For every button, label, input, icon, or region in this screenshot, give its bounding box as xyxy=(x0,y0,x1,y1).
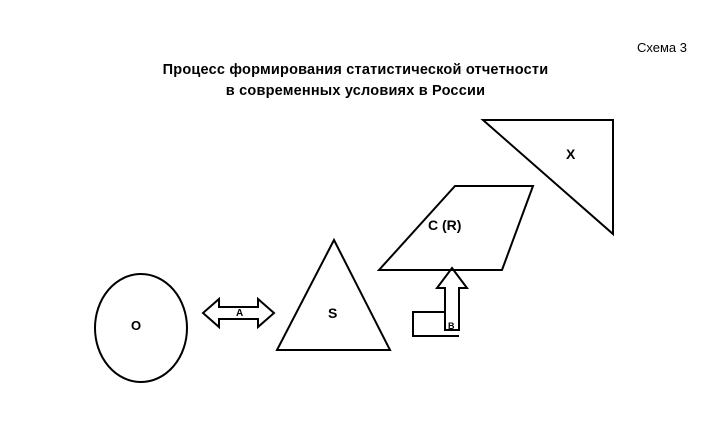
triangle-s-shape xyxy=(277,240,390,350)
label-b: B xyxy=(448,321,455,331)
triangle-x-shape xyxy=(483,120,613,234)
label-o: O xyxy=(131,318,142,333)
label-cr: C (R) xyxy=(428,217,462,233)
scheme-number-label: Схема 3 xyxy=(637,40,687,55)
label-s: S xyxy=(328,305,338,321)
page-title-line-1: Процесс формирования статистической отчетности xyxy=(162,62,549,78)
page-title-line-2: в современных условиях в России xyxy=(225,83,486,100)
label-x: X xyxy=(566,146,576,162)
label-a: A xyxy=(236,308,244,319)
